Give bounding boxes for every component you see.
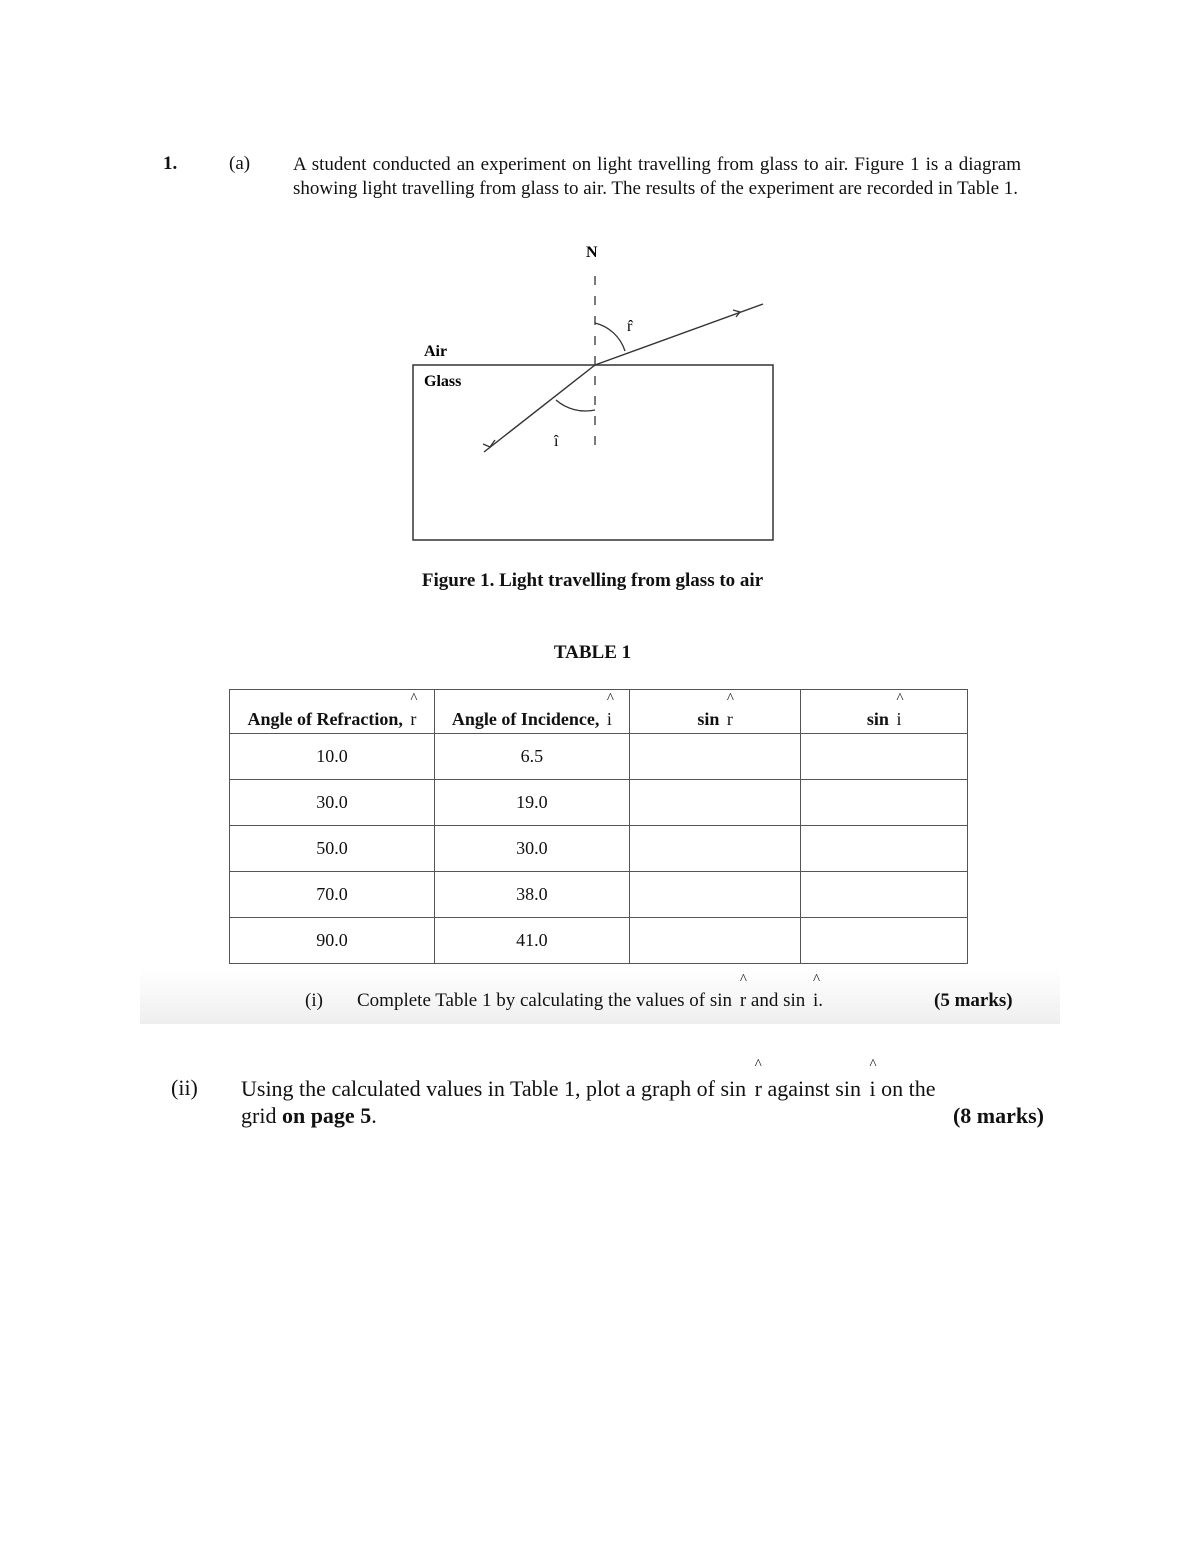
r-hat-symbol: ^ r <box>752 1075 762 1102</box>
sub-question-ii-label: (ii) <box>171 1075 198 1100</box>
i-hat-symbol: ^ i <box>893 709 901 730</box>
table-row <box>230 918 968 964</box>
cell-sin-r[interactable] <box>629 826 801 872</box>
cell-sin-i[interactable] <box>801 872 968 918</box>
sub-question-i-marks: (5 marks) <box>934 990 1013 1011</box>
figure-caption: Figure 1. Light travelling from glass to air <box>421 570 764 591</box>
i-hat-symbol: ^ i <box>604 709 612 730</box>
header-sin-i: sin ^ i <box>801 690 968 734</box>
cell-sin-r[interactable] <box>629 780 801 826</box>
cell-incidence: 19.0 <box>434 780 629 826</box>
refracted-ray <box>595 304 763 365</box>
table-row <box>230 872 968 918</box>
i-hat-symbol: ^ i <box>866 1075 875 1102</box>
r-hat-symbol: ^ r <box>737 990 746 1012</box>
cell-refraction: 90.0 <box>230 918 435 964</box>
cell-sin-r[interactable] <box>629 918 801 964</box>
table-title: TABLE 1 <box>553 642 632 663</box>
i-hat-symbol: ^ i <box>810 990 818 1012</box>
refraction-diagram <box>0 0 1200 620</box>
cell-sin-i[interactable] <box>801 780 968 826</box>
table-row <box>230 734 968 780</box>
r-hat-symbol: ^ r <box>407 709 416 730</box>
angle-r-arc <box>595 323 625 351</box>
question-intro: A student conducted an experiment on light travelling from glass to air. Figure 1 is a diagram showing light travelling from glass to air. The results of the experiment are recorded in Table 1. <box>293 154 1021 199</box>
cell-sin-i[interactable] <box>801 734 968 780</box>
glass-block <box>413 365 773 540</box>
incident-arrowhead <box>483 440 495 447</box>
sub-question-ii-marks: (8 marks) <box>952 1103 1044 1128</box>
cell-sin-r[interactable] <box>629 734 801 780</box>
cell-sin-i[interactable] <box>801 826 968 872</box>
angle-i-arc <box>556 400 595 411</box>
cell-incidence: 41.0 <box>434 918 629 964</box>
sub-question-ii-text: Using the calculated values in Table 1, plot a graph of sin ^ r against sin ^ i on the grid on page 5. (8 marks) <box>241 1075 1044 1129</box>
sub-question-i-text: Complete Table 1 by calculating the values of sin ^ r and sin ^ i. <box>357 990 823 1012</box>
air-label: Air <box>424 343 448 360</box>
header-angle-incidence: Angle of Incidence, ^ i <box>434 690 629 734</box>
cell-refraction: 30.0 <box>230 780 435 826</box>
cell-refraction: 70.0 <box>230 872 435 918</box>
table-row <box>230 826 968 872</box>
cell-refraction: 10.0 <box>230 734 435 780</box>
cell-incidence: 30.0 <box>434 826 629 872</box>
table-row <box>230 780 968 826</box>
incident-ray <box>484 365 595 452</box>
sub-question-i-label: (i) <box>305 990 323 1011</box>
cell-sin-i[interactable] <box>801 918 968 964</box>
cell-incidence: 6.5 <box>434 734 629 780</box>
header-angle-refraction: Angle of Refraction, ^ r <box>230 690 435 734</box>
glass-label: Glass <box>424 373 462 390</box>
table-header-row <box>230 690 968 734</box>
question-number: 1. <box>163 153 178 174</box>
angle-i-label: î <box>554 433 559 450</box>
part-label: (a) <box>229 153 251 174</box>
results-table <box>229 689 968 964</box>
angle-r-label: r̂ <box>627 318 633 335</box>
r-hat-symbol: ^ r <box>724 709 733 730</box>
header-sin-r: sin ^ r <box>629 690 801 734</box>
cell-refraction: 50.0 <box>230 826 435 872</box>
normal-label: N <box>586 244 598 261</box>
cell-incidence: 38.0 <box>434 872 629 918</box>
cell-sin-r[interactable] <box>629 872 801 918</box>
